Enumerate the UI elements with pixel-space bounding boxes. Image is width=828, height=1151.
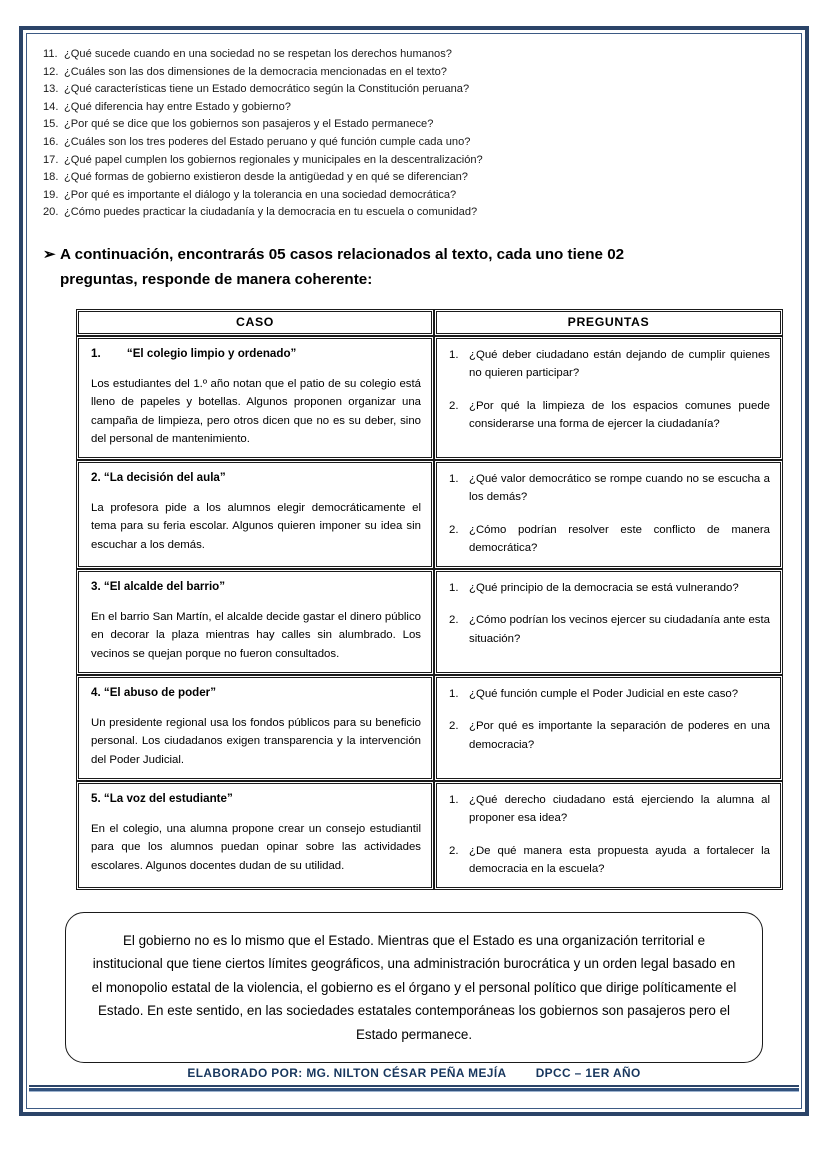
case-cell (78, 462, 432, 567)
case-question-text: ¿Por qué es importante la separación de poderes en una democracia? (469, 720, 770, 751)
list-item (43, 64, 785, 82)
case-question-number: 1. (449, 793, 459, 806)
list-item (43, 169, 785, 187)
case-title-text: “El colegio limpio y ordenado” (126, 346, 297, 360)
footer-decorative-rule (29, 1085, 799, 1092)
case-questions-list (449, 685, 770, 755)
case-question-text: ¿Cómo podrían resolver este conflicto de manera democrática? (469, 523, 770, 555)
case-questions-list (449, 346, 770, 434)
case-question-number: 2. (449, 399, 459, 412)
case-question-text: ¿Qué deber ciudadano están dejando de cumplir quienes no quieren participar? (469, 348, 770, 380)
case-body: Un presidente regional usa los fondos públicos para su beneficio personal. Los ciudadanos exigen transparencia y la intervención del Poder Judicial. (91, 716, 421, 766)
list-item (43, 152, 785, 170)
callout-box: El gobierno no es lo mismo que el Estado. Mientras que el Estado es una organización territorial e institucional que tiene ciertos límites geográficos, una administración burocrática y un orden legal basado en el monopolio estatal de la violencia, el gobierno es el órgano y el personal político que dirige políticamente el Estado. En este sentido, en las sociedades estatales contemporáneas los gobiernos son pasajeros pero el Estado permanece. (65, 912, 763, 1064)
case-questions-cell (436, 783, 781, 888)
case-title (91, 346, 421, 362)
case-number: 2. (91, 470, 101, 484)
case-column (76, 309, 434, 890)
question-number: 15. (43, 118, 59, 131)
instruction-text (60, 242, 767, 292)
question-text: ¿Qué diferencia hay entre Estado y gobierno? (64, 100, 291, 113)
case-question (449, 611, 770, 648)
list-item (43, 46, 785, 64)
question-text: ¿Por qué se dice que los gobiernos son pasajeros y el Estado permanece? (64, 118, 434, 131)
case-question (449, 397, 770, 434)
case-body: Los estudiantes del 1.º año notan que el patio de su colegio está lleno de papeles y botellas. Algunos proponen organizar una campaña de limpieza, pero otros dicen que no es su deber, sino del personal de mantenimiento. (91, 377, 421, 446)
case-cell (78, 338, 432, 458)
case-title-text: “La voz del estudiante” (103, 791, 233, 805)
question-number: 11. (43, 48, 58, 60)
case-title-text: “El alcalde del barrio” (103, 579, 226, 593)
questions-column (434, 309, 783, 890)
question-number: 16. (43, 135, 59, 148)
question-number: 17. (43, 153, 59, 166)
case-title (91, 791, 421, 807)
instruction-line-1: A continuación, encontrarás 05 casos relacionados al texto, cada uno tiene 02 (60, 245, 625, 263)
case-questions-cell (436, 462, 781, 567)
case-question (449, 842, 770, 879)
column-header-caso: CASO (78, 311, 432, 334)
case-question-number: 2. (449, 614, 459, 627)
question-number: 18. (43, 171, 59, 184)
footer-credit-text: ELABORADO POR: MG. NILTON CÉSAR PEÑA MEJÍA DPCC – 1ER AÑO (187, 1066, 641, 1080)
case-question-number: 2. (449, 844, 459, 857)
case-body: En el colegio, una alumna propone crear un consejo estudiantil para que los alumnos puedan opinar sobre las actividades escolares. Algunos docentes dudan de su utilidad. (91, 822, 421, 872)
case-title (91, 470, 421, 486)
case-body: La profesora pide a los alumnos elegir democráticamente el tema para su feria escolar. Algunos quieren imponer su idea sin escuchar a los demás. (91, 501, 421, 551)
page-content (29, 36, 799, 1106)
case-question-number: 1. (449, 581, 459, 594)
question-text: ¿Qué formas de gobierno existieron desde la antigüedad y en qué se diferencian? (64, 171, 468, 184)
case-number: 3. (91, 579, 101, 593)
list-item (43, 187, 785, 205)
question-text: ¿Cuáles son los tres poderes del Estado peruano y qué función cumple cada uno? (64, 135, 471, 148)
question-text: ¿Por qué es importante el diálogo y la tolerancia en una sociedad democrática? (64, 188, 457, 201)
instruction-line-2: preguntas, responde de manera coherente: (60, 270, 373, 288)
question-text: ¿Qué características tiene un Estado democrático según la Constitución peruana? (64, 83, 470, 96)
case-question-text: ¿Cómo podrían los vecinos ejercer su ciudadanía ante esta situación? (469, 614, 770, 645)
question-number: 13. (43, 83, 59, 96)
case-number: 4. (91, 685, 101, 699)
list-item (43, 99, 785, 117)
case-question-text: ¿Qué derecho ciudadano está ejerciendo la alumna al proponer esa idea? (469, 793, 770, 825)
case-questions-cell (436, 677, 781, 779)
list-item (43, 204, 785, 222)
case-question-number: 1. (449, 348, 459, 361)
footer (29, 1066, 799, 1092)
case-questions-list (449, 470, 770, 558)
case-cell (78, 783, 432, 888)
question-number: 19. (43, 188, 59, 201)
case-question-number: 1. (449, 472, 459, 485)
question-number: 20. (43, 206, 59, 219)
page-frame (19, 26, 809, 1116)
case-questions-cell (436, 338, 781, 458)
arrow-bullet-icon: ➢ (43, 245, 56, 263)
instruction-block (43, 242, 785, 292)
question-text: ¿Cuáles son las dos dimensiones de la democracia mencionadas en el texto? (64, 65, 447, 78)
list-item (43, 134, 785, 152)
case-question-text: ¿Qué principio de la democracia se está vulnerando? (469, 581, 739, 594)
case-title (91, 579, 421, 595)
case-question (449, 791, 770, 828)
question-list (43, 46, 785, 222)
page-frame-inner-border (26, 33, 802, 1109)
question-number: 14. (43, 100, 59, 113)
question-text: ¿Cómo puedes practicar la ciudadanía y la democracia en tu escuela o comunidad? (64, 206, 478, 219)
case-question (449, 470, 770, 507)
case-question-text: ¿Por qué la limpieza de los espacios comunes puede considerarse una forma de ejercer la ciudadanía? (469, 399, 770, 431)
column-header-preguntas: PREGUNTAS (436, 311, 781, 334)
case-questions-list (449, 579, 770, 649)
case-title-text: “La decisión del aula” (103, 470, 226, 484)
case-question (449, 521, 770, 558)
question-number: 12. (43, 65, 59, 78)
list-item (43, 116, 785, 134)
case-question-number: 1. (449, 687, 459, 700)
case-questions-cell (436, 571, 781, 673)
case-question-text: ¿Qué valor democrático se rompe cuando no se escucha a los demás? (469, 472, 770, 504)
question-text: ¿Qué sucede cuando en una sociedad no se respetan los derechos humanos? (64, 48, 452, 60)
case-number: 5. (91, 791, 101, 805)
question-text: ¿Qué papel cumplen los gobiernos regionales y municipales en la descentralización? (64, 153, 483, 166)
case-title (91, 685, 421, 701)
case-question (449, 685, 770, 704)
case-question (449, 717, 770, 754)
case-question-text: ¿De qué manera esta propuesta ayuda a fortalecer la democracia en la escuela? (469, 844, 770, 876)
case-question-number: 2. (449, 523, 459, 536)
case-question (449, 346, 770, 383)
case-questions-list (449, 791, 770, 879)
list-item (43, 81, 785, 99)
case-table (76, 309, 783, 890)
case-cell (78, 571, 432, 673)
case-title-text: “El abuso de poder” (103, 685, 216, 699)
case-question (449, 579, 770, 598)
case-cell (78, 677, 432, 779)
case-question-number: 2. (449, 720, 459, 733)
case-number: 1. (91, 346, 101, 360)
case-question-text: ¿Qué función cumple el Poder Judicial en este caso? (469, 687, 739, 700)
case-body: En el barrio San Martín, el alcalde decide gastar el dinero público en decorar la plaza mientras hay calles sin alumbrado. Los vecinos se quejan porque no fueron consultados. (91, 610, 421, 660)
